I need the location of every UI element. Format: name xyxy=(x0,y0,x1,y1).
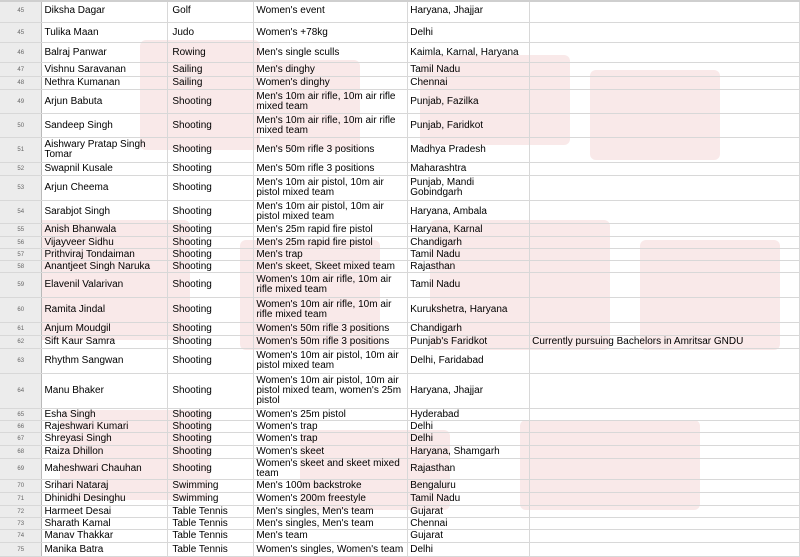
sport-cell[interactable]: Table Tennis xyxy=(168,518,254,530)
table-row[interactable] xyxy=(0,237,800,249)
note-cell[interactable] xyxy=(530,518,800,530)
row-number[interactable]: 58 xyxy=(0,261,42,273)
state-cell[interactable]: Rajasthan xyxy=(408,459,530,480)
sport-cell[interactable]: Table Tennis xyxy=(168,543,254,557)
table-row[interactable] xyxy=(0,349,800,374)
table-row[interactable] xyxy=(0,43,800,63)
state-cell[interactable]: Chennai xyxy=(408,518,530,530)
sport-cell[interactable]: Swimming xyxy=(168,480,254,493)
event-cell[interactable]: Women's event xyxy=(254,0,408,23)
note-cell[interactable] xyxy=(530,176,800,201)
row-number[interactable]: 63 xyxy=(0,349,42,374)
event-cell[interactable]: Women's 10m air rifle, 10m air rifle mixed team xyxy=(254,273,408,298)
athlete-name-cell[interactable]: Anantjeet Singh Naruka xyxy=(42,261,168,273)
sport-cell[interactable]: Shooting xyxy=(168,201,254,224)
note-cell[interactable] xyxy=(530,201,800,224)
athlete-name-cell[interactable]: Arjun Babuta xyxy=(42,90,168,114)
table-row[interactable] xyxy=(0,249,800,261)
table-row[interactable] xyxy=(0,201,800,224)
state-cell[interactable]: Kaimla, Karnal, Haryana xyxy=(408,43,530,63)
event-cell[interactable]: Women's 25m pistol xyxy=(254,409,408,421)
row-number[interactable]: 69 xyxy=(0,459,42,480)
event-cell[interactable]: Men's 50m rifle 3 positions xyxy=(254,163,408,176)
event-cell[interactable]: Women's skeet and skeet mixed team xyxy=(254,459,408,480)
athlete-name-cell[interactable]: Diksha Dagar xyxy=(42,0,168,23)
row-number[interactable]: 55 xyxy=(0,224,42,237)
table-row[interactable] xyxy=(0,114,800,138)
row-number[interactable]: 53 xyxy=(0,176,42,201)
state-cell[interactable]: Tamil Nadu xyxy=(408,273,530,298)
state-cell[interactable]: Delhi xyxy=(408,543,530,557)
row-number[interactable]: 59 xyxy=(0,273,42,298)
note-cell[interactable] xyxy=(530,163,800,176)
note-cell[interactable] xyxy=(530,530,800,543)
note-cell[interactable] xyxy=(530,323,800,336)
event-cell[interactable]: Men's 10m air pistol, 10m air pistol mixed team xyxy=(254,176,408,201)
state-cell[interactable]: Punjab, Mandi Gobindgarh xyxy=(408,176,530,201)
event-cell[interactable]: Men's 25m rapid fire pistol xyxy=(254,224,408,237)
event-cell[interactable]: Men's 25m rapid fire pistol xyxy=(254,237,408,249)
event-cell[interactable]: Men's dinghy xyxy=(254,63,408,77)
note-cell[interactable] xyxy=(530,261,800,273)
table-row[interactable] xyxy=(0,90,800,114)
athlete-name-cell[interactable]: Sarabjot Singh xyxy=(42,201,168,224)
state-cell[interactable]: Chennai xyxy=(408,77,530,90)
note-cell[interactable] xyxy=(530,298,800,323)
sport-cell[interactable]: Shooting xyxy=(168,433,254,446)
athlete-name-cell[interactable]: Esha Singh xyxy=(42,409,168,421)
athlete-name-cell[interactable]: Sandeep Singh xyxy=(42,114,168,138)
table-row[interactable] xyxy=(0,409,800,421)
row-number[interactable]: 47 xyxy=(0,63,42,77)
note-cell[interactable] xyxy=(530,114,800,138)
row-number[interactable]: 50 xyxy=(0,114,42,138)
event-cell[interactable]: Women's skeet xyxy=(254,446,408,459)
state-cell[interactable]: Haryana, Karnal xyxy=(408,224,530,237)
state-cell[interactable]: Haryana, Jhajjar xyxy=(408,0,530,23)
event-cell[interactable]: Women's 50m rifle 3 positions xyxy=(254,336,408,349)
table-row[interactable] xyxy=(0,23,800,43)
athlete-name-cell[interactable]: Manika Batra xyxy=(42,543,168,557)
row-number[interactable]: 51 xyxy=(0,138,42,163)
sport-cell[interactable]: Shooting xyxy=(168,349,254,374)
event-cell[interactable]: Men's singles, Men's team xyxy=(254,506,408,518)
event-cell[interactable]: Women's 10m air pistol, 10m air pistol mixed team, women's 25m pistol xyxy=(254,374,408,409)
table-row[interactable] xyxy=(0,374,800,409)
event-cell[interactable]: Women's 200m freestyle xyxy=(254,493,408,506)
athlete-name-cell[interactable]: Swapnil Kusale xyxy=(42,163,168,176)
table-row[interactable] xyxy=(0,493,800,506)
row-number[interactable]: 56 xyxy=(0,237,42,249)
row-number[interactable]: 73 xyxy=(0,518,42,530)
sport-cell[interactable]: Golf xyxy=(168,0,254,23)
event-cell[interactable]: Women's 50m rifle 3 positions xyxy=(254,323,408,336)
state-cell[interactable]: Chandigarh xyxy=(408,237,530,249)
athlete-name-cell[interactable]: Tulika Maan xyxy=(42,23,168,43)
athlete-name-cell[interactable]: Sift Kaur Samra xyxy=(42,336,168,349)
sport-cell[interactable]: Sailing xyxy=(168,63,254,77)
note-cell[interactable] xyxy=(530,374,800,409)
note-cell[interactable] xyxy=(530,63,800,77)
row-number[interactable]: 66 xyxy=(0,421,42,433)
state-cell[interactable]: Madhya Pradesh xyxy=(408,138,530,163)
note-cell[interactable] xyxy=(530,0,800,23)
row-number[interactable]: 67 xyxy=(0,433,42,446)
table-row[interactable] xyxy=(0,163,800,176)
state-cell[interactable]: Gujarat xyxy=(408,530,530,543)
note-cell[interactable] xyxy=(530,409,800,421)
state-cell[interactable]: Kurukshetra, Haryana xyxy=(408,298,530,323)
note-cell[interactable] xyxy=(530,349,800,374)
table-row[interactable] xyxy=(0,0,800,23)
event-cell[interactable]: Men's 10m air rifle, 10m air rifle mixed team xyxy=(254,114,408,138)
sport-cell[interactable]: Shooting xyxy=(168,446,254,459)
table-row[interactable] xyxy=(0,298,800,323)
row-number[interactable]: 75 xyxy=(0,543,42,557)
note-cell[interactable] xyxy=(530,224,800,237)
row-number[interactable]: 52 xyxy=(0,163,42,176)
note-cell[interactable] xyxy=(530,446,800,459)
sport-cell[interactable]: Shooting xyxy=(168,224,254,237)
athlete-name-cell[interactable]: Aishwary Pratap Singh Tomar xyxy=(42,138,168,163)
state-cell[interactable]: Tamil Nadu xyxy=(408,63,530,77)
row-number[interactable]: 54 xyxy=(0,201,42,224)
sport-cell[interactable]: Shooting xyxy=(168,138,254,163)
state-cell[interactable]: Tamil Nadu xyxy=(408,249,530,261)
row-number[interactable]: 74 xyxy=(0,530,42,543)
table-row[interactable] xyxy=(0,63,800,77)
athlete-name-cell[interactable]: Nethra Kumanan xyxy=(42,77,168,90)
event-cell[interactable]: Women's trap xyxy=(254,421,408,433)
event-cell[interactable]: Women's dinghy xyxy=(254,77,408,90)
state-cell[interactable]: Delhi xyxy=(408,421,530,433)
table-row[interactable] xyxy=(0,518,800,530)
sport-cell[interactable]: Shooting xyxy=(168,374,254,409)
athlete-name-cell[interactable]: Harmeet Desai xyxy=(42,506,168,518)
note-cell[interactable] xyxy=(530,493,800,506)
state-cell[interactable]: Punjab, Faridkot xyxy=(408,114,530,138)
frozen-header-line xyxy=(0,0,800,2)
sport-cell[interactable]: Shooting xyxy=(168,163,254,176)
sport-cell[interactable]: Shooting xyxy=(168,114,254,138)
event-cell[interactable]: Men's 100m backstroke xyxy=(254,480,408,493)
athlete-name-cell[interactable]: Sharath Kamal xyxy=(42,518,168,530)
sport-cell[interactable]: Shooting xyxy=(168,249,254,261)
athlete-name-cell[interactable]: Rajeshwari Kumari xyxy=(42,421,168,433)
state-cell[interactable]: Chandigarh xyxy=(408,323,530,336)
row-number[interactable]: 45 xyxy=(0,0,42,23)
row-number[interactable]: 68 xyxy=(0,446,42,459)
event-cell[interactable]: Women's +78kg xyxy=(254,23,408,43)
sport-cell[interactable]: Shooting xyxy=(168,323,254,336)
sport-cell[interactable]: Judo xyxy=(168,23,254,43)
note-cell[interactable] xyxy=(530,506,800,518)
note-cell[interactable] xyxy=(530,237,800,249)
athlete-name-cell[interactable]: Anish Bhanwala xyxy=(42,224,168,237)
athlete-name-cell[interactable]: Vishnu Saravanan xyxy=(42,63,168,77)
sport-cell[interactable]: Table Tennis xyxy=(168,506,254,518)
table-row[interactable] xyxy=(0,446,800,459)
table-row[interactable] xyxy=(0,480,800,493)
sport-cell[interactable]: Shooting xyxy=(168,409,254,421)
row-number[interactable]: 65 xyxy=(0,409,42,421)
table-row[interactable] xyxy=(0,506,800,518)
athlete-name-cell[interactable]: Rhythm Sangwan xyxy=(42,349,168,374)
row-number[interactable]: 57 xyxy=(0,249,42,261)
note-cell[interactable] xyxy=(530,543,800,557)
table-row[interactable] xyxy=(0,336,800,349)
table-row[interactable] xyxy=(0,176,800,201)
sport-cell[interactable]: Shooting xyxy=(168,90,254,114)
sport-cell[interactable]: Shooting xyxy=(168,298,254,323)
note-cell[interactable] xyxy=(530,77,800,90)
sport-cell[interactable]: Shooting xyxy=(168,273,254,298)
state-cell[interactable]: Hyderabad xyxy=(408,409,530,421)
athlete-name-cell[interactable]: Dhinidhi Desinghu xyxy=(42,493,168,506)
state-cell[interactable]: Delhi xyxy=(408,433,530,446)
sport-cell[interactable]: Shooting xyxy=(168,176,254,201)
state-cell[interactable]: Maharashtra xyxy=(408,163,530,176)
event-cell[interactable]: Men's 10m air rifle, 10m air rifle mixed team xyxy=(254,90,408,114)
sport-cell[interactable]: Shooting xyxy=(168,421,254,433)
state-cell[interactable]: Punjab, Fazilka xyxy=(408,90,530,114)
state-cell[interactable]: Bengaluru xyxy=(408,480,530,493)
table-row[interactable] xyxy=(0,421,800,433)
row-number[interactable]: 64 xyxy=(0,374,42,409)
state-cell[interactable]: Delhi xyxy=(408,23,530,43)
athlete-name-cell[interactable]: Manav Thakkar xyxy=(42,530,168,543)
row-number[interactable]: 72 xyxy=(0,506,42,518)
athlete-name-cell[interactable]: Anjum Moudgil xyxy=(42,323,168,336)
event-cell[interactable]: Women's 10m air pistol, 10m air pistol mixed team xyxy=(254,349,408,374)
sport-cell[interactable]: Shooting xyxy=(168,237,254,249)
state-cell[interactable]: Haryana, Jhajjar xyxy=(408,374,530,409)
row-number[interactable]: 45 xyxy=(0,23,42,43)
row-number[interactable]: 70 xyxy=(0,480,42,493)
sport-cell[interactable]: Shooting xyxy=(168,261,254,273)
sport-cell[interactable]: Table Tennis xyxy=(168,530,254,543)
state-cell[interactable]: Haryana, Ambala xyxy=(408,201,530,224)
note-cell[interactable] xyxy=(530,433,800,446)
athlete-name-cell[interactable]: Manu Bhaker xyxy=(42,374,168,409)
row-number[interactable]: 62 xyxy=(0,336,42,349)
table-row[interactable] xyxy=(0,224,800,237)
table-row[interactable] xyxy=(0,433,800,446)
event-cell[interactable]: Men's skeet, Skeet mixed team xyxy=(254,261,408,273)
note-cell[interactable] xyxy=(530,90,800,114)
state-cell[interactable]: Delhi, Faridabad xyxy=(408,349,530,374)
state-cell[interactable]: Gujarat xyxy=(408,506,530,518)
table-row[interactable] xyxy=(0,530,800,543)
note-cell[interactable] xyxy=(530,138,800,163)
event-cell[interactable]: Men's single sculls xyxy=(254,43,408,63)
sport-cell[interactable]: Swimming xyxy=(168,493,254,506)
state-cell[interactable]: Rajasthan xyxy=(408,261,530,273)
table-row[interactable] xyxy=(0,459,800,480)
note-cell[interactable] xyxy=(530,273,800,298)
athlete-name-cell[interactable]: Raiza Dhillon xyxy=(42,446,168,459)
note-cell[interactable] xyxy=(530,23,800,43)
table-row[interactable] xyxy=(0,273,800,298)
athlete-name-cell[interactable]: Shreyasi Singh xyxy=(42,433,168,446)
table-row[interactable] xyxy=(0,323,800,336)
sport-cell[interactable]: Shooting xyxy=(168,459,254,480)
note-cell[interactable] xyxy=(530,480,800,493)
row-number[interactable]: 48 xyxy=(0,77,42,90)
athlete-name-cell[interactable]: Maheshwari Chauhan xyxy=(42,459,168,480)
note-cell[interactable]: Currently pursuing Bachelors in Amritsar GNDU xyxy=(530,336,800,349)
row-number[interactable]: 49 xyxy=(0,90,42,114)
row-number[interactable]: 61 xyxy=(0,323,42,336)
athlete-name-cell[interactable]: Srihari Nataraj xyxy=(42,480,168,493)
sport-cell[interactable]: Rowing xyxy=(168,43,254,63)
event-cell[interactable]: Men's singles, Men's team xyxy=(254,518,408,530)
row-number[interactable]: 71 xyxy=(0,493,42,506)
event-cell[interactable]: Women's singles, Women's team xyxy=(254,543,408,557)
event-cell[interactable]: Men's trap xyxy=(254,249,408,261)
note-cell[interactable] xyxy=(530,249,800,261)
athlete-name-cell[interactable]: Balraj Panwar xyxy=(42,43,168,63)
row-number[interactable]: 60 xyxy=(0,298,42,323)
state-cell[interactable]: Haryana, Shamgarh xyxy=(408,446,530,459)
state-cell[interactable]: Tamil Nadu xyxy=(408,493,530,506)
athlete-name-cell[interactable]: Arjun Cheema xyxy=(42,176,168,201)
event-cell[interactable]: Men's 10m air pistol, 10m air pistol mixed team xyxy=(254,201,408,224)
sport-cell[interactable]: Sailing xyxy=(168,77,254,90)
note-cell[interactable] xyxy=(530,43,800,63)
athlete-name-cell[interactable]: Elavenil Valarivan xyxy=(42,273,168,298)
note-cell[interactable] xyxy=(530,459,800,480)
table-row[interactable] xyxy=(0,543,800,557)
event-cell[interactable]: Men's team xyxy=(254,530,408,543)
event-cell[interactable]: Women's trap xyxy=(254,433,408,446)
event-cell[interactable]: Men's 50m rifle 3 positions xyxy=(254,138,408,163)
table-row[interactable] xyxy=(0,77,800,90)
sport-cell[interactable]: Shooting xyxy=(168,336,254,349)
state-cell[interactable]: Punjab's Faridkot xyxy=(408,336,530,349)
table-row[interactable] xyxy=(0,138,800,163)
table-row[interactable] xyxy=(0,261,800,273)
note-cell[interactable] xyxy=(530,421,800,433)
event-cell[interactable]: Women's 10m air rifle, 10m air rifle mixed team xyxy=(254,298,408,323)
athlete-name-cell[interactable]: Prithviraj Tondaiman xyxy=(42,249,168,261)
athlete-name-cell[interactable]: Ramita Jindal xyxy=(42,298,168,323)
athlete-name-cell[interactable]: Vijayveer Sidhu xyxy=(42,237,168,249)
row-number[interactable]: 46 xyxy=(0,43,42,63)
